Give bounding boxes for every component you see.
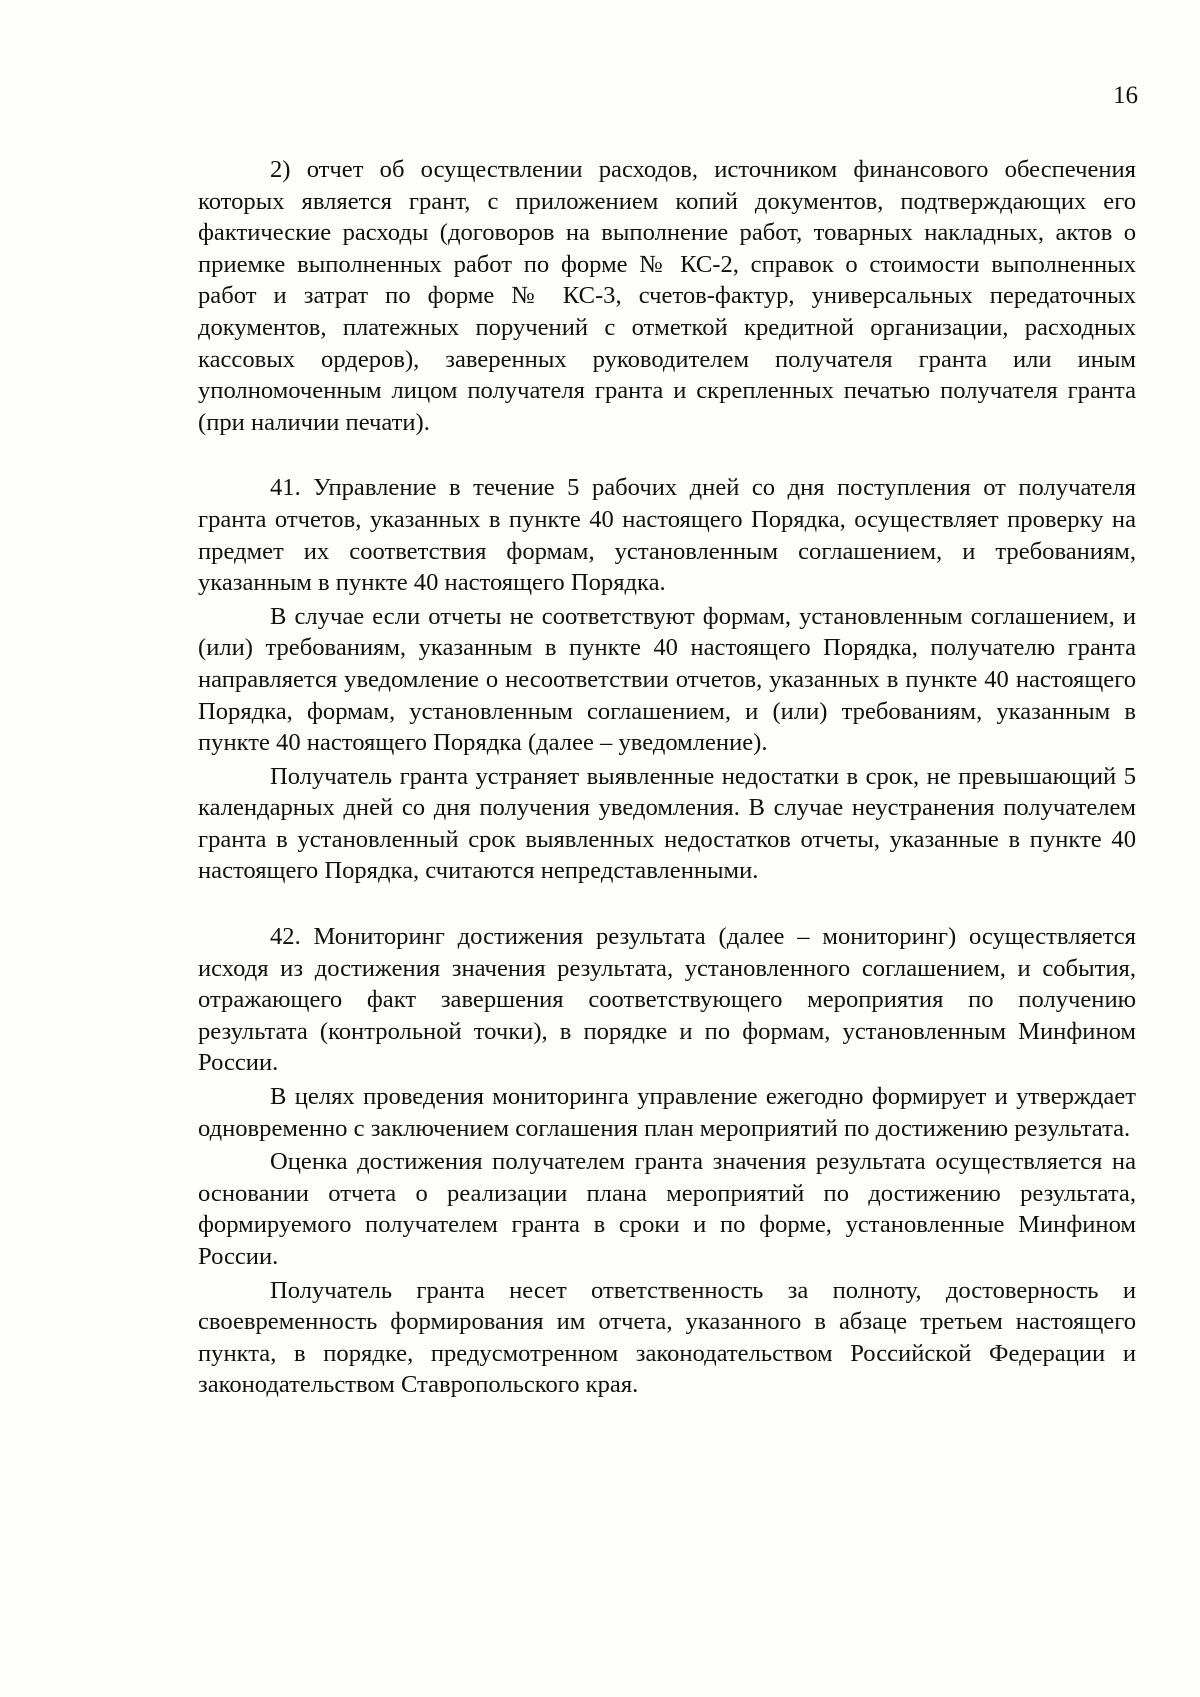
page-number: 16 bbox=[1113, 82, 1138, 109]
paragraph-41-nonconformity: В случае если отчеты не соответствуют формам, установленным соглашением, и (или) требованиям, указанным в пункте 40 настоящего Порядка, получателю гранта направляется уведомление о несоответствии отчетов, указанных в пункте 40 настоящего Порядка, формам, установленным соглашением, и (или) требованиям, указанным в пункте 40 настоящего Порядка (далее – уведомление). bbox=[198, 602, 1136, 757]
paragraph-item-41: 41. Управление в течение 5 рабочих дней со дня поступления от получателя гранта отчетов, указанных в пункте 40 настоящего Порядка, осуществляет проверку на предмет их соответствия формам, установленным соглашением, и требованиям, указанным в пункте 40 настоящего Порядка. bbox=[198, 474, 1136, 597]
paragraph-42-responsibility: Получатель гранта несет ответственность за полноту, достоверность и своевременность формирования им отчета, указанного в абзаце третьем настоящего пункта, в порядке, предусмотренном законодательством Российской Федерации и законодательством Ставропольского края. bbox=[198, 1276, 1136, 1399]
paragraph-42-evaluation: Оценка достижения получателем гранта значения результата осуществляется на основании отчета о реализации плана мероприятий по достижению результата, формируемого получателем гранта в сроки и по форме, установленные Минфином России. bbox=[198, 1148, 1136, 1270]
paragraph-41-correction: Получатель гранта устраняет выявленные недостатки в срок, не превышающий 5 календарных дней со дня получения уведомления. В случае неустранения получателем гранта в установленный срок выявленных недостатков отчеты, указанные в пункте 40 настоящего Порядка, считаются непредставленными. bbox=[198, 762, 1136, 885]
document-body bbox=[198, 154, 1136, 1401]
paragraph-item-42: 42. Мониторинг достижения результата (далее – мониторинг) осуществляется исходя из достижения значения результата, установленного соглашением, и события, отражающего факт завершения соответствующего мероприятия по получению результата (контрольной точки), в порядке и по формам, установленным Минфином России. bbox=[198, 923, 1136, 1077]
paragraph-42-plan: В целях проведения мониторинга управление ежегодно формирует и утверждает одновременно с заключением соглашения план мероприятий по достижению результата. bbox=[198, 1083, 1136, 1142]
paragraph-item-2: 2) отчет об осуществлении расходов, источником финансового обеспечения которых является грант, с приложением копий документов, подтверждающих его фактические расходы (договоров на выполнение работ, товарных накладных, актов о приемке выполненных работ по форме № КС-2, справок о стоимости выполненных работ и затрат по форме № КС-3, счетов-фактур, универсальных передаточных документов, платежных поручений с отметкой кредитной организации, расходных кассовых ордеров), заверенных руководителем получателя гранта или иным уполномоченным лицом получателя гранта и скрепленных печатью получателя гранта (при наличии печати). bbox=[198, 156, 1136, 436]
